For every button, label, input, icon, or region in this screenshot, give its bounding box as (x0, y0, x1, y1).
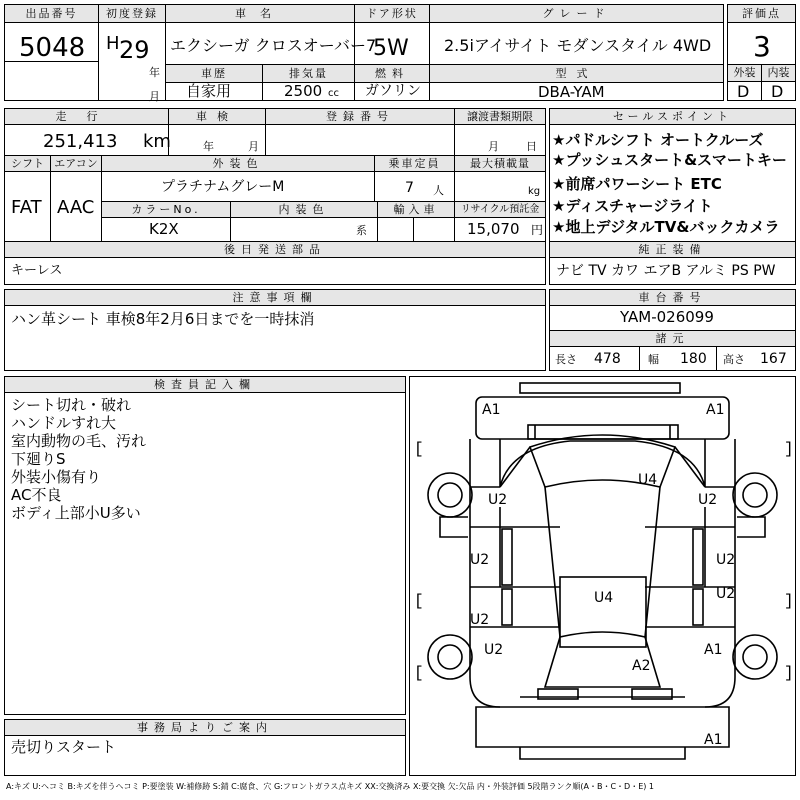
month-unit: 月 (149, 90, 160, 103)
deadline-label: 譲渡書類期限 (455, 109, 545, 124)
svg-text:[: [ (414, 440, 424, 458)
selling-point: ★前席パワーシート ETC (552, 175, 722, 193)
name-box (165, 4, 377, 101)
selling-points-label: セールスポイント (550, 109, 795, 124)
fuel-label: 燃料 (355, 65, 429, 82)
load-label: 最大積載量 (455, 156, 545, 171)
reg-box (98, 4, 166, 101)
lot-number: 5048 (19, 33, 86, 63)
score: 3 (753, 30, 771, 63)
color-label: 外装色 (102, 156, 374, 171)
inspector-box (4, 376, 406, 715)
width-label: 幅 (648, 353, 659, 366)
inspector-line: AC不良 (11, 486, 62, 504)
grade-box (429, 4, 724, 101)
reg-year: 29 (119, 36, 150, 64)
interior-unit: 系 (356, 224, 367, 237)
seats-label: 乗車定員 (375, 156, 454, 171)
inspector-line: ハンドルすれ大 (11, 414, 117, 432)
year-unit: 年 (149, 66, 160, 79)
inspector-line: ボディ上部小U多い (11, 504, 141, 522)
selling-point: ★地上デジタルTV&バックカメラ (552, 218, 780, 236)
load-unit: kg (528, 186, 541, 197)
height: 167 (760, 351, 787, 367)
disp-label: 排気量 (263, 65, 354, 82)
exterior-color: プラチナムグレーM (161, 179, 285, 195)
era: H (106, 33, 120, 54)
width: 180 (680, 351, 707, 367)
damage-mark: A1 (482, 402, 501, 418)
color-no-label: カラーNo. (102, 202, 230, 217)
damage-mark: A1 (704, 732, 723, 748)
ac-label: エアコン (51, 156, 101, 171)
color-no: K2X (149, 220, 179, 238)
lot-label: 出品番号 (5, 5, 98, 22)
plate-label: 登録番号 (266, 109, 454, 124)
name-label: 車名 (166, 5, 354, 22)
svg-text:[: [ (414, 592, 424, 610)
recycle: 15,070 (467, 220, 520, 238)
ext-grade: D (737, 82, 750, 101)
header-box (4, 4, 99, 101)
chassis-number: YAM-026099 (620, 308, 714, 326)
equipment-label: 純正装備 (550, 242, 795, 257)
int-label: 内装 (762, 65, 795, 81)
int-grade: D (771, 82, 784, 101)
seats: 7 (405, 180, 414, 196)
ac: AAC (57, 197, 95, 218)
score-label: 評価点 (728, 5, 795, 22)
door-label: ドア形状 (355, 5, 429, 22)
length-label: 長さ (555, 353, 577, 366)
ext-label: 外装 (728, 65, 761, 81)
history: 自家用 (186, 82, 232, 100)
damage-mark: U2 (716, 586, 736, 602)
recycle-unit: 円 (531, 223, 544, 237)
damage-mark: U2 (716, 552, 736, 568)
office-text: 売切りスタート (11, 738, 117, 756)
seats-unit: 人 (433, 184, 444, 197)
car-outline (410, 377, 795, 775)
shift: FAT (11, 197, 42, 218)
chassis-box (549, 289, 796, 371)
damage-mark: U2 (470, 552, 490, 568)
recycle-label: リサイクル預託金 (455, 202, 545, 217)
model-label: 型式 (430, 65, 723, 82)
damage-mark: U2 (698, 492, 718, 508)
caution-box (4, 289, 546, 371)
import-label: 輸入車 (378, 202, 454, 217)
mileage-unit: km (143, 131, 171, 152)
svg-text:]: ] (784, 664, 794, 682)
svg-text:[: [ (414, 664, 424, 682)
grade: 2.5iアイサイト モダンスタイル 4WD (444, 36, 712, 55)
selling-point: ★ディスチャージライト (552, 197, 713, 215)
mileage: 251,413 (43, 131, 118, 152)
specs-label: 諸元 (550, 331, 795, 346)
inspect-label: 車検 (169, 109, 265, 124)
damage-mark: A1 (704, 642, 723, 658)
inspector-line: 下廻りS (11, 450, 66, 468)
model: DBA-YAM (538, 83, 605, 101)
inspector-line: シート切れ・破れ (11, 396, 132, 414)
damage-mark: U2 (470, 612, 490, 628)
grade-label: グレード (430, 5, 723, 22)
fuel: ガソリン (365, 83, 421, 99)
damage-mark: U2 (484, 642, 504, 658)
selling-point: ★プッシュスタート&スマートキー (552, 151, 787, 169)
inspect-month: 月 (248, 140, 259, 153)
caution-text: ハン革シート 車検8年2月6日までを一時抹消 (11, 310, 315, 328)
reg-label: 初度登録 (99, 5, 165, 22)
damage-mark: U4 (594, 590, 614, 606)
chassis-label: 車台番号 (550, 290, 795, 305)
shift-label: シフト (5, 156, 50, 171)
damage-mark: U2 (488, 492, 508, 508)
later-label: 後日発送部品 (5, 242, 545, 257)
score-box (727, 4, 796, 101)
office-label: 事務局よりご案内 (5, 720, 405, 735)
damage-diagram (409, 376, 796, 776)
damage-mark: A2 (632, 658, 651, 674)
equipment: ナビ TV カワ エアB アルミ PS PW (556, 263, 776, 279)
history-label: 車歴 (166, 65, 262, 82)
selling-points-box (549, 108, 796, 285)
deadline-day: 日 (526, 140, 537, 153)
door-box (354, 4, 430, 101)
inspector-label: 検査員記入欄 (5, 377, 405, 392)
inspector-line: 室内動物の毛、汚れ (11, 432, 147, 450)
disp-unit: cc (328, 88, 339, 99)
height-label: 高さ (723, 353, 745, 366)
caution-label: 注意事項欄 (5, 290, 545, 305)
later-parts: キーレス (11, 263, 63, 278)
inspector-line: 外装小傷有り (11, 468, 102, 486)
car-name: エクシーガ クロスオーバー7 (170, 36, 377, 55)
svg-text:]: ] (784, 440, 794, 458)
selling-point: ★パドルシフト オートクルーズ (552, 131, 764, 149)
svg-text:]: ] (784, 592, 794, 610)
door: 5W (373, 36, 409, 61)
interior-label: 内装色 (231, 202, 377, 217)
damage-mark: U4 (638, 472, 658, 488)
damage-mark: A1 (706, 402, 725, 418)
details-box (4, 108, 546, 285)
legend: A:キズ U:ヘコミ B:キズを伴うヘコミ P:要塗装 W:補修跡 S:錆 C:腐食、穴 G:フロントガラス点キズ XX:交換済み X:要交換 欠:欠品 内・外装評価 5段階ランク順(A・B・C・D・E) 1 (6, 782, 655, 791)
length: 478 (594, 351, 621, 367)
inspect-year: 年 (203, 140, 214, 153)
office-box (4, 719, 406, 776)
deadline-month: 月 (488, 140, 499, 153)
mileage-label: 走行 (5, 109, 168, 124)
displacement: 2500 (284, 82, 323, 100)
